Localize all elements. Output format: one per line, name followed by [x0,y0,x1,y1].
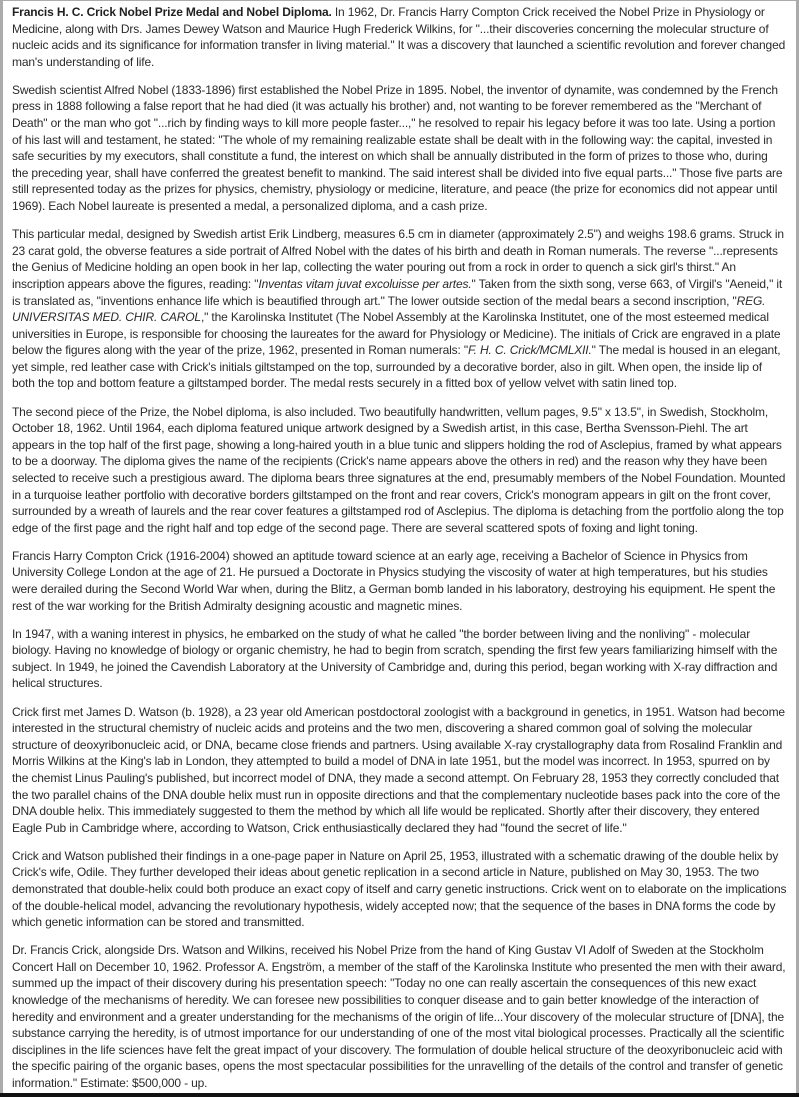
paragraph-molecular-biology: In 1947, with a waning interest in physics, he embarked on the study of what he called "the border between living and the nonliving" - molecular biology. Having no knowledge of biology or organic chemistry, he had to begin from scratch, spending the first few years familiarizing himself with the subject. In 1949, he joined the Cavendish Laboratory at the University of Cambridge and, during this period, began working with X-ray diffraction and helical structures. [12,626,778,691]
intro-text: In 1962, Dr. Francis Harry Compton Crick received the Nobel Prize in Physiology or Medicine, along with Drs. James Dewey Watson and Maurice Hugh Frederick Wilkins, for "...their discoveries concerning the molecular structure of nucleic acids and its significance for information transfer in living material." It was a discovery that launched a scientific revolution and forever changed man's understanding of life. [12,5,786,69]
medal-engraving: F. H. C. Crick/MCMLXII. [468,343,592,358]
paragraph-crick-early-life: Francis Harry Compton Crick (1916-2004) showed an aptitude toward science at an early age, receiving a Bachelor of Science in Physics from University College London at the age of 21. He pursued a Doctorate in Physics studying the viscosity of water at high temperatures, but his studies were derailed during the Second World War when, during the Blitz, a German bomb landed in his laboratory, destroying his equipment. He spent the rest of the war working for the British Admiralty designing acoustic and magnetic mines. [12,548,776,613]
paragraph-nobel-history: Swedish scientist Alfred Nobel (1833-1896) first established the Nobel Prize in 1895. Nobel, the inventor of dynamite, was condemned by the French press in 1888 following a false report that he had died (it was actually his brother) and, not wanting to be forever remembered as the "Merchant of Death" or the man who got "...rich by finding ways to kill more people faster...," he resolved to repair his legacy before it was too late. Using a portion of his last will and testament, he stated: "The whole of my remaining realizable estate shall be dealt with in the following way: the capital, invested in safe securities by my executors, shall constitute a fund, the interest on which shall be annually distributed in the form of prizes to those who, during the preceding year, shall have conferred the greatest benefit to mankind. The said interest shall be divided into five equal parts..." Those five parts are still represented today as the prizes for physics, chemistry, physiology or medicine, literature, and peace (the prize for economics did not appear until 1969). Each Nobel laureate is presented a medal, a personalized diploma, and a cash prize. [12,82,783,214]
paragraph-intro [12,4,787,70]
medal-text-3: ," the Karolinska Institutet (The Nobel Assembly at the Karolinska Institutet, one of the most esteemed medical universities in Europe, is responsible for choosing the laureates for the award for Physiology or Medicine). The initials of Crick are engraved in a plate below the figures along with the year of the prize, 1962, presented in Roman numerals: " [12,310,781,358]
lot-description [3,1,796,1092]
lot-title: Francis H. C. Crick Nobel Prize Medal and Nobel Diploma. [12,5,332,19]
medal-text-2: " Taken from the sixth song, verse 663, of Virgil's "Aeneid," it is translated as, "inventions enhance life which is beautified through art." The lower outside section of the medal bears a second inscription, " [12,276,783,308]
document-page [3,1,796,1093]
paragraph-diploma: The second piece of the Prize, the Nobel diploma, is also included. Two beautifully handwritten, vellum pages, 9.5" x 13.5", in Swedish, Stockholm, October 18, 1962. Until 1964, each diploma featured unique artwork designed by a Swedish artist, in this case, Bertha Svensson-Piehl. The art appears in the top half of the first page, showing a long-haired youth in a blue tunic and slippers holding the rod of Asclepius, framed by what appears to be a doorway. The diploma gives the name of the recipients (Crick's name appears above the others in red) and the reason why they have been selected to receive such a prestigious award. The diploma bears three signatures at the end, presumably members of the Nobel Foundation. Mounted in a turquoise leather portfolio with decorative borders giltstamped on the front and rear covers, Crick's monogram appears in gilt on the front cover, surrounded by a wreath of laurels and the rear cover features a giltstamped rod of Asclepius. The diploma is detaching from the portfolio along the top edge of the first page and the right half and top edge of the second page. There are several scattered spots of foxing and light toning. [12,404,786,535]
paragraph-medal [12,226,787,392]
medal-second-inscription: REG. UNIVERSITAS MED. CHIR. CAROL [12,293,766,325]
paragraph-watson: Crick first met James D. Watson (b. 1928), a 23 year old American postdoctoral zoologist with a background in genetics, in 1951. Watson had become interested in the structural chemistry of nucleic acids and proteins and the two men, discovering a shared common goal of solving the molecular structure of deoxyribonucleic acid, or DNA, became close friends and partners. Using available X-ray crystallography data from Rosalind Franklin and Morris Wilkins at the King's lab in London, they attempted to build a model of DNA in late 1951, but the model was incorrect. In 1953, spurred on by the chemist Linus Pauling's published, but incorrect model of DNA, they made a second attempt. On February 28, 1953 they correctly concluded that the two parallel chains of the DNA double helix must run in opposite directions and that the complementary nucleotide bases pack into the core of the DNA double helix. This immediately suggested to them the method by which all life would be replicated. Shortly after their discovery, they entered Eagle Pub in Cambridge where, according to Watson, Crick enthusiastically declared they had "found the secret of life." [12,704,785,835]
medal-inscription: Inventas vitam juvat excoluisse per artes. [258,276,472,291]
medal-text-1: This particular medal, designed by Swedish artist Erik Lindberg, measures 6.5 cm in diameter (approximately 2.5") and weighs 198.6 grams. Struck in 23 carat gold, the obverse features a side portrait of Alfred Nobel with the dates of his birth and death in Roman numerals. The reverse "...represents the Genius of Medicine holding an open book in her lap, collecting the water pouring out from a rock in order to quench a sick girl's thirst." An inscription appears above the figures, reading: " [12,227,784,291]
medal-text-4: " The medal is housed in an elegant, yet simple, red leather case with Crick's initials giltstamped on the top, surrounded by a decorative border, also in gilt. When open, the inside lip of both the top and bottom feature a giltstamped border. The medal rests securely in a fitted box of yellow velvet with satin lined top. [12,343,781,391]
paragraph-nature-paper: Crick and Watson published their findings in a one-page paper in Nature on April 25, 1953, illustrated with a schematic drawing of the double helix by Crick's wife, Odile. They further developed their ideas about genetic replication in a second article in Nature, published on May 30, 1953. The two demonstrated that double-helix could both produce an exact copy of itself and carry genetic instructions. Crick went on to elaborate on the implications of the double-helical model, advancing the revolutionary hypothesis, widely accepted now; that the sequence of the bases in DNA forms the code by which genetic information can be stored and transmitted. [12,848,787,930]
bottom-bar [0,1093,799,1097]
paragraph-ceremony-estimate: Dr. Francis Crick, alongside Drs. Watson and Wilkins, received his Nobel Prize from the hand of King Gustav VI Adolf of Sweden at the Stockholm Concert Hall on December 10, 1962. Professor A. Engström, a member of the staff of the Karolinska Institute who presented the men with their award, summed up the impact of their discovery during his presentation speech: "Today no one can really ascertain the consequences of this new exact knowledge of the mechanisms of heredity. We can foresee new possibilities to conquer disease and to gain better knowledge of the interaction of heredity and environment and a greater understanding for the mechanisms of the origin of life...Your discovery of the molecular structure of [DNA], the substance carrying the heredity, is of utmost importance for our understanding of one of the most vital biological processes. Practically all the scientific disciplines in the life sciences have felt the great impact of your discovery. The formulation of double helical structure of the deoxyribonucleic acid with the specific pairing of the organic bases, opens the most spectacular possibilities for the unravelling of the details of the control and transfer of genetic information." Estimate: $500,000 - up. [12,943,786,1091]
